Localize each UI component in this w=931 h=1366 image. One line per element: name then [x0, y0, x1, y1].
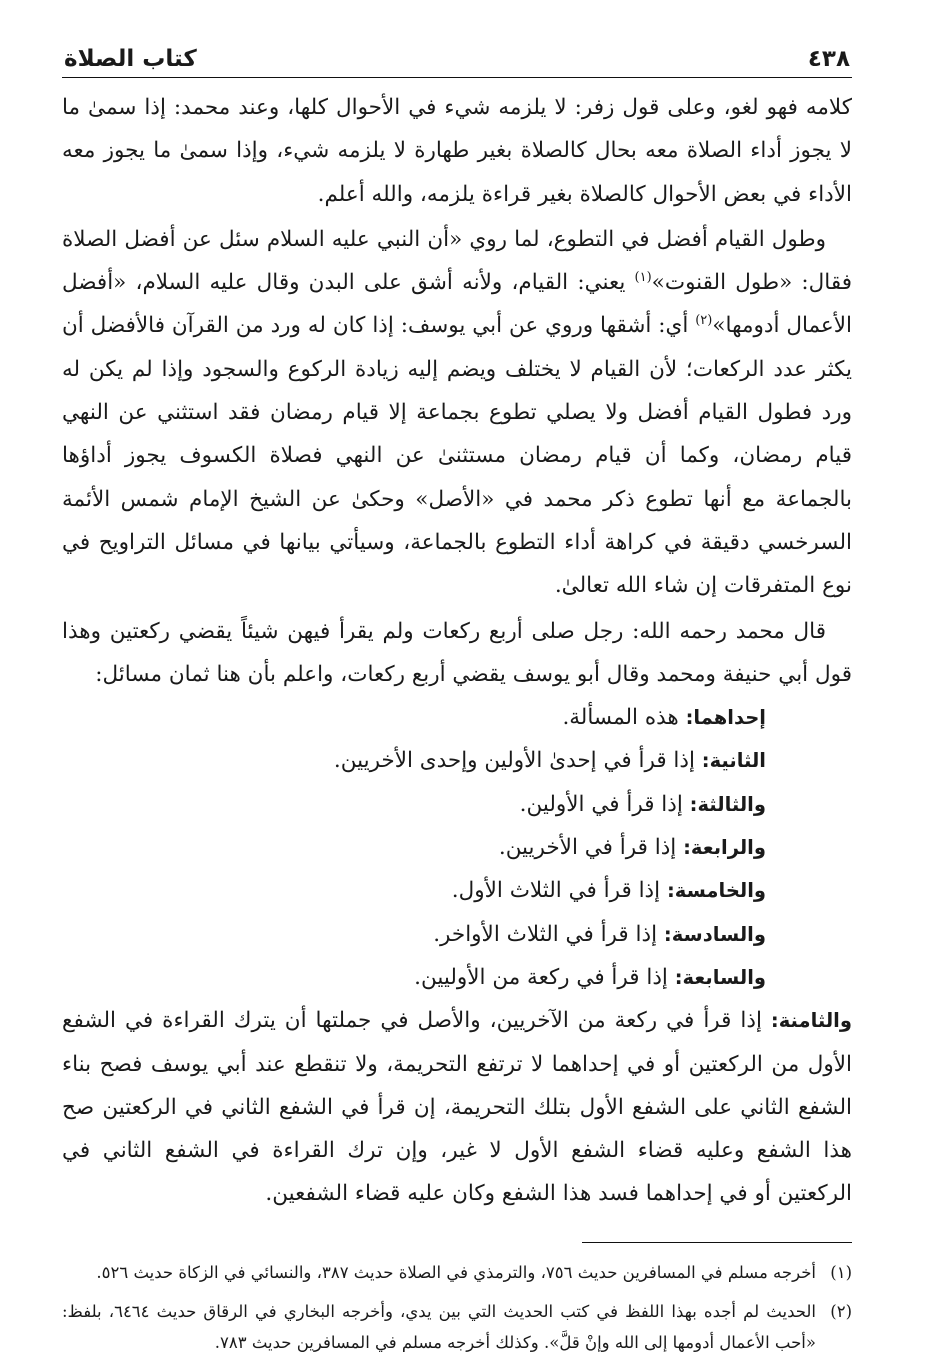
footnote-number: (٢) [830, 1301, 852, 1321]
item-text: إذا قرأ في ركعة من الأوليين. [414, 964, 675, 990]
item-label: والرابعة: [683, 836, 766, 860]
paragraph-2 [62, 218, 852, 608]
list-item [62, 696, 852, 739]
list-item [62, 739, 852, 782]
item-text: إذا قرأ في الأخريين. [498, 835, 684, 861]
paragraph-1: كلامه فهو لغو، وعلى قول زفر: لا يلزمه شيء في الأحوال كلها، وعند محمد: إذا سمىٰ ما لا يجوز أداء الصلاة معه بحال كالصلاة بغير طهارة لا يلزمه شيء، وإذا سمىٰ ما يجوز معه الأداء في بعض الأحوال كالصلاة بغير قراءة يلزمه، والله أعلم. [62, 95, 852, 207]
item-text: إذا قرأ في الثلاث الأول. [451, 878, 667, 904]
footnote-1 [62, 1257, 852, 1288]
list-item [62, 913, 852, 956]
footnote-ref-2[interactable]: (٢) [695, 313, 713, 329]
item-label: والسادسة: [663, 922, 766, 946]
item-label: والثامنة: [770, 1009, 852, 1033]
item-label: والخامسة: [666, 879, 766, 903]
item-label: الثانية: [701, 749, 766, 773]
paragraph-2-part-3: أي: أشقها وروي عن أبي يوسف: إذا كان له ورد من القرآن فالأفضل أن يكثر عدد الركعات؛ لأن القيام لا يختلف ويضم إليه زيادة الركوع والسجود وإذا لم يكن له ورد فطول القيام أفضل ولا يصلي تطوع بجماعة إلا قيام رمضان فقد استثني عن النهي قيام رمضان، وكما أن قيام رمضان مستثنىٰ عن النهي فصلاة الكسوف يجوز أداؤها بالجماعة مع أنها تطوع ذكر محمد في «الأصل» وحكىٰ عن الشيخ الإمام شمس الأئمة السرخسي دقيقة في كراهة أداء التطوع بالجماعة، وسيأتي بيانها في مسائل التراويح في نوع المتفرقات إن شاء الله تعالىٰ. [62, 313, 852, 599]
item-text: إذا قرأ في إحدىٰ الأولين وإحدى الأخريين. [333, 748, 702, 774]
footnote-text: الحديث لم أجده بهذا اللفظ في كتب الحديث التي بين يدي، وأخرجه البخاري في الرقاق حديث ٦٤٦٤، بلفظ: «أحب الأعمال أدومها إلى الله وإنْ قلَّ». وكذلك أخرجه مسلم في المسافرين حديث ٧٨٣. [62, 1301, 816, 1352]
list-item [62, 999, 852, 1215]
book-page [62, 30, 852, 1366]
running-title: كتاب الصلاة [64, 46, 197, 72]
page-header [62, 30, 852, 78]
footnotes [62, 1257, 852, 1358]
paragraph-3: قال محمد رحمه الله: رجل صلى أربع ركعات ولم يقرأ فيهن شيئاً يقضي ركعتين وهذا قول أبي حنيفة ومحمد وقال أبو يوسف يقضي أربع ركعات، واعلم بأن هنا ثمان مسائل: [62, 618, 852, 687]
paragraph-2-part-2: يعني: القيام، ولأنه أشق على البدن وقال عليه السلام، «أفضل الأعمال أدومها» [62, 270, 852, 339]
footnote-ref-1[interactable]: (١) [634, 270, 652, 286]
footnote-2 [62, 1296, 852, 1358]
footnote-text: أخرجه مسلم في المسافرين حديث ٧٥٦، والترمذي في الصلاة حديث ٣٨٧، والنسائي في الزكاة حديث ٥٢٦. [96, 1262, 816, 1282]
item-text: إذا قرأ في ركعة من الآخريين، والأصل في جملتها أن يترك القراءة في الشفع الأول من الركعتين أو في إحداهما لا ترتفع التحريمة، ولا تنقطع عند أبي يوسف فصح بناء الشفع الثاني على الشفع الأول بتلك التحريمة، إن قرأ في الشفع الثاني في الركعتين صح هذا الشفع وعليه قضاء الشفع الأول لا غير، وإن ترك القراءة في الشفع الثاني في الركعتين أو في إحداهما فسد هذا الشفع وكان عليه قضاء الشفعين. [62, 1008, 852, 1207]
list-item [62, 783, 852, 826]
paragraph-2-part-1: وطول القيام أفضل في التطوع، لما روي «أن النبي عليه السلام سئل عن أفضل الصلاة فقال: «طول القنوت» [62, 226, 853, 296]
page-number: ٤٣٨ [807, 46, 850, 72]
list-item [62, 956, 852, 999]
footnote-separator [582, 1242, 852, 1243]
item-text: هذه المسألة. [562, 705, 686, 731]
list-item [62, 826, 852, 869]
item-label: والثالثة: [689, 792, 766, 816]
footnote-number: (١) [830, 1262, 852, 1282]
item-label: إحداهما: [685, 706, 766, 730]
main-text [62, 86, 852, 1216]
item-text: إذا قرأ في الأولين. [519, 791, 690, 817]
item-label: والسابعة: [674, 965, 766, 989]
list-item [62, 869, 852, 912]
item-text: إذا قرأ في الثلاث الأواخر. [433, 921, 664, 947]
